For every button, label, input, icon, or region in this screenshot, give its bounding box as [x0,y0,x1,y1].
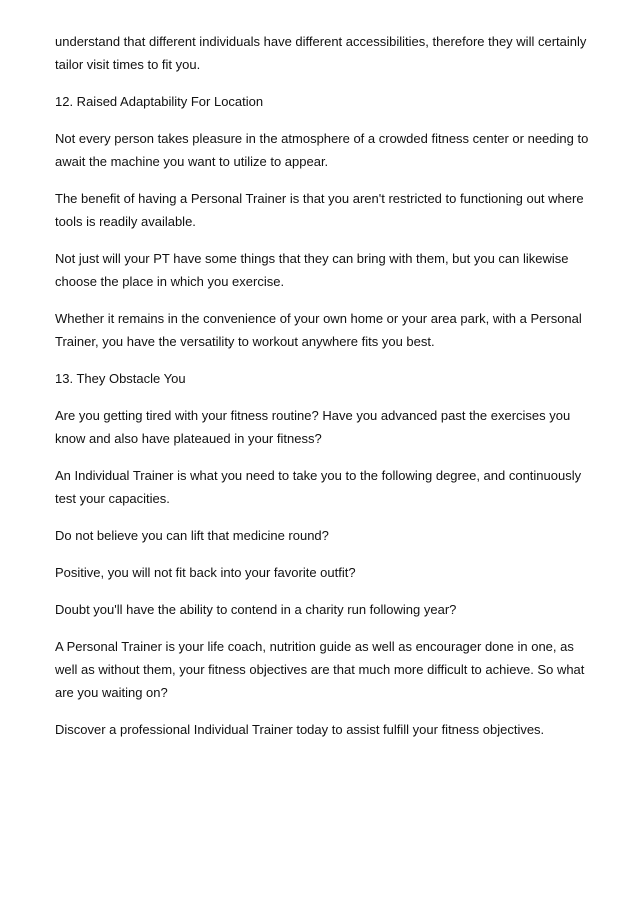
section-heading-12: 12. Raised Adaptability For Location [55,94,264,109]
paragraph: An Individual Trainer is what you need to take you to the following degree, and continuously test your capacities. [55,468,582,506]
paragraph: Positive, you will not fit back into your favorite outfit? [55,565,356,580]
paragraph: Do not believe you can lift that medicine round? [55,528,329,543]
paragraph-intro-continuation: understand that different individuals have different accessibilities, therefore they will certainly tailor visit times to fit you. [55,34,587,72]
paragraph: A Personal Trainer is your life coach, nutrition guide as well as encourager done in one, as well as without them, your fitness objectives are that much more difficult to achieve. So what are you waiting on? [55,639,585,700]
paragraph-closing: Discover a professional Individual Trainer today to assist fulfill your fitness objectives. [55,722,545,737]
paragraph: Whether it remains in the convenience of your own home or your area park, with a Personal Trainer, you have the versatility to workout anywhere fits you best. [55,311,582,349]
section-heading-13: 13. They Obstacle You [55,371,186,386]
paragraph: Are you getting tired with your fitness routine? Have you advanced past the exercises you know and also have plateaued in your fitness? [55,408,571,446]
document-page [55,30,595,755]
paragraph: Doubt you'll have the ability to contend in a charity run following year? [55,602,457,617]
paragraph: Not just will your PT have some things that they can bring with them, but you can likewise choose the place in which you exercise. [55,251,569,289]
paragraph: Not every person takes pleasure in the atmosphere of a crowded fitness center or needing to await the machine you want to utilize to appear. [55,131,589,169]
paragraph: The benefit of having a Personal Trainer is that you aren't restricted to functioning out where tools is readily available. [55,191,584,229]
